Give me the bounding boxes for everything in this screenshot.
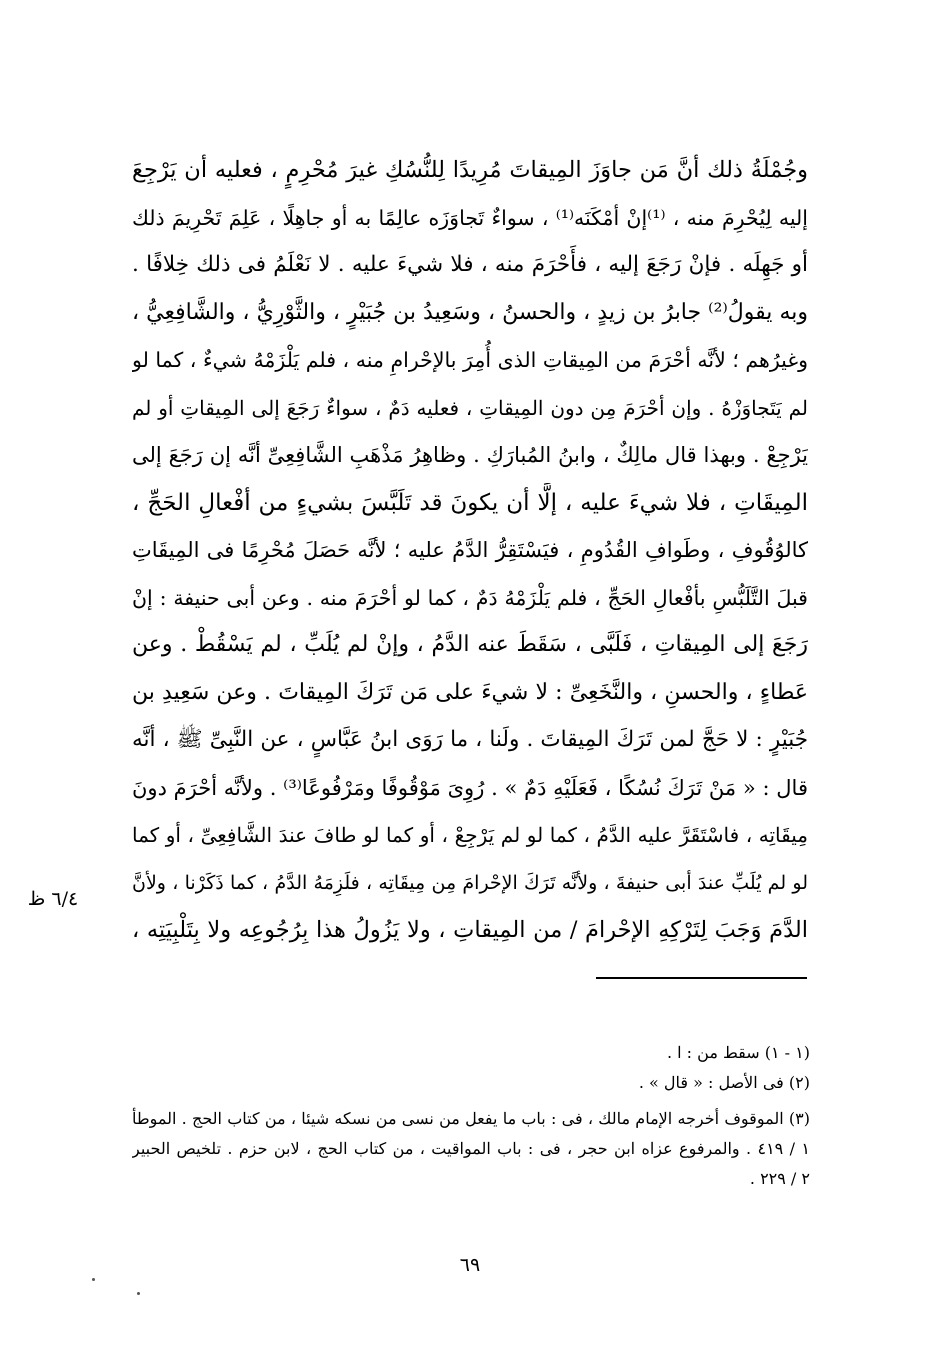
- text-line: عَطاءٍ ، والحسنِ ، والنَّخَعِىِّ : لا شيءَ على مَن تَرَكَ المِيقاتَ . وعن سَعِيدِ بن: [132, 679, 808, 705]
- footnote-1: (١ - ١) سقط من : ا .: [666, 1043, 810, 1062]
- text-line: جُبَيْرٍ : لا حَجَّ لمن تَرَكَ المِيقاتَ . ولَنا ، ما رَوَى ابنُ عَبَّاسٍ ، عن النَّبِىِّ ﷺ ، أنَّه: [132, 727, 808, 752]
- text-line: لو لم يُلَبِّ عندَ أبى حنيفةَ ، ولأنَّه تَرَكَ الإحْرامَ مِن مِيقَاتِه ، فلَزِمَهُ الدَّمُ ، كما ذَكَرْنا ، ولأنَّ: [132, 871, 808, 894]
- text-line: كالوُقُوفِ ، وطَوافِ القُدُومِ ، فيَسْتَقِرُّ الدَّمُ عليه ؛ لأنَّه حَصَلَ مُحْرِمًا فى المِيقَاتِ: [132, 538, 808, 562]
- footnote-3-line: (٣) الموقوف أخرجه الإمام مالك ، فى : باب ما يفعل من نسى من نسكه شيئا ، من كتاب الحج . الموطأ: [132, 1109, 810, 1128]
- footnote-2: (٢) فى الأصل : « قال » .: [638, 1073, 810, 1092]
- text-line: المِيقَاتِ ، فلا شيءَ عليه ، إلَّا أن يكونَ قد تَلَبَّسَ بشيءٍ من أفْعالِ الحَجِّ ،: [132, 489, 808, 516]
- footnote-3-line: ١ / ٤١٩ . والمرفوع عزاه ابن حجر ، فى : باب المواقيت ، من كتاب الحج ، لابن حزم . تلخيص الحبير: [132, 1139, 810, 1158]
- manuscript-folio-note: ٦/٤ ظ: [27, 888, 79, 910]
- text-line: مِيقَاتِه ، فاسْتَقَرَّ عليه الدَّمُ ، كما لو لم يَرْجِعْ ، أو كما لو طافَ عندَ الشَّافِعِىِّ ، أو كما: [132, 823, 808, 847]
- scan-speck: [92, 1278, 95, 1281]
- text-line: وجُمْلَةُ ذلك أنَّ مَن جاوَزَ المِيقاتَ مُرِيدًا لِلنُّسُكِ غيرَ مُحْرِمٍ ، فعليه أن يَرْجِعَ: [132, 157, 808, 183]
- main-text: [132, 150, 808, 958]
- text-line: قال : « مَنْ تَرَكَ نُسُكًا ، فَعَلَيْهِ دَمٌ » . رُوِىَ مَوْقُوفًا ومَرْفُوعًا⁽³⁾ . ولأنَّه أحْرَمَ دونَ: [132, 775, 808, 800]
- text-line: الدَّمَ وَجَبَ لِتَرْكِهِ الإحْرامَ / من المِيقاتِ ، ولا يَزُولُ هذا بِرُجُوعِه ولا بِتَلْبِيَتِه ،: [132, 917, 808, 943]
- footnote-3-line: ٢ / ٢٢٩ .: [749, 1169, 810, 1188]
- text-line: أو جَهِلَه . فإنْ رَجَعَ إليه ، فأَحْرَمَ منه ، فلا شيءَ عليه . لا نَعْلَمُ فى ذلك خِلافًا .: [132, 252, 808, 277]
- text-line: رَجَعَ إلى المِيقاتِ ، فَلَبَّى ، سَقَطَ عنه الدَّمُ ، وإنْ لم يُلَبِّ ، لم يَسْقُطْ . وعن: [132, 632, 808, 657]
- text-line: وغيرُهم ؛ لأنَّه أحْرَمَ من المِيقاتِ الذى أُمِرَ بالإحْرامِ منه ، فلم يَلْزَمْهُ شيءٌ ، كما لو: [132, 348, 808, 372]
- text-line: يَرْجِعْ . وبهذا قال مالِكٌ ، وابنُ المُبارَكِ . وظاهِرُ مَذْهَبِ الشَّافِعِىِّ أنَّه إن رَجَعَ إلى: [132, 443, 808, 467]
- page-number: ٦٩: [459, 1254, 481, 1276]
- text-line: وبه يقولُ⁽²⁾ جابرُ بن زيدٍ ، والحسنُ ، وسَعِيدُ بن جُبَيْرٍ ، والثَّوْرِيُّ ، والشَّافِعِيُّ ،: [132, 299, 808, 325]
- footnotes: [132, 1040, 810, 1196]
- text-line: لم يَتَجاوَزْهُ . وإن أحْرَمَ مِن دون المِيقاتِ ، فعليه دَمٌ ، سواءٌ رَجَعَ إلى المِيقاتِ أو لم: [132, 395, 808, 420]
- text-line: إليه لِيُحْرِمَ منه ، ⁽¹⁾إنْ أمْكَنَه⁽¹⁾ ، سواءٌ تَجاوَزَه عالِمًا به أو جاهِلًا ، عَلِمَ تَحْرِيمَ ذلك: [132, 205, 808, 230]
- text-line: قبلَ التَّلَبُّسِ بأفْعالِ الحَجِّ ، فلم يَلْزَمْهُ دَمٌ ، كما لو أحْرَمَ منه . وعن أبى حنيفة : إنْ: [132, 585, 808, 610]
- scan-speck: [137, 1292, 140, 1295]
- footnote-divider: [596, 977, 807, 979]
